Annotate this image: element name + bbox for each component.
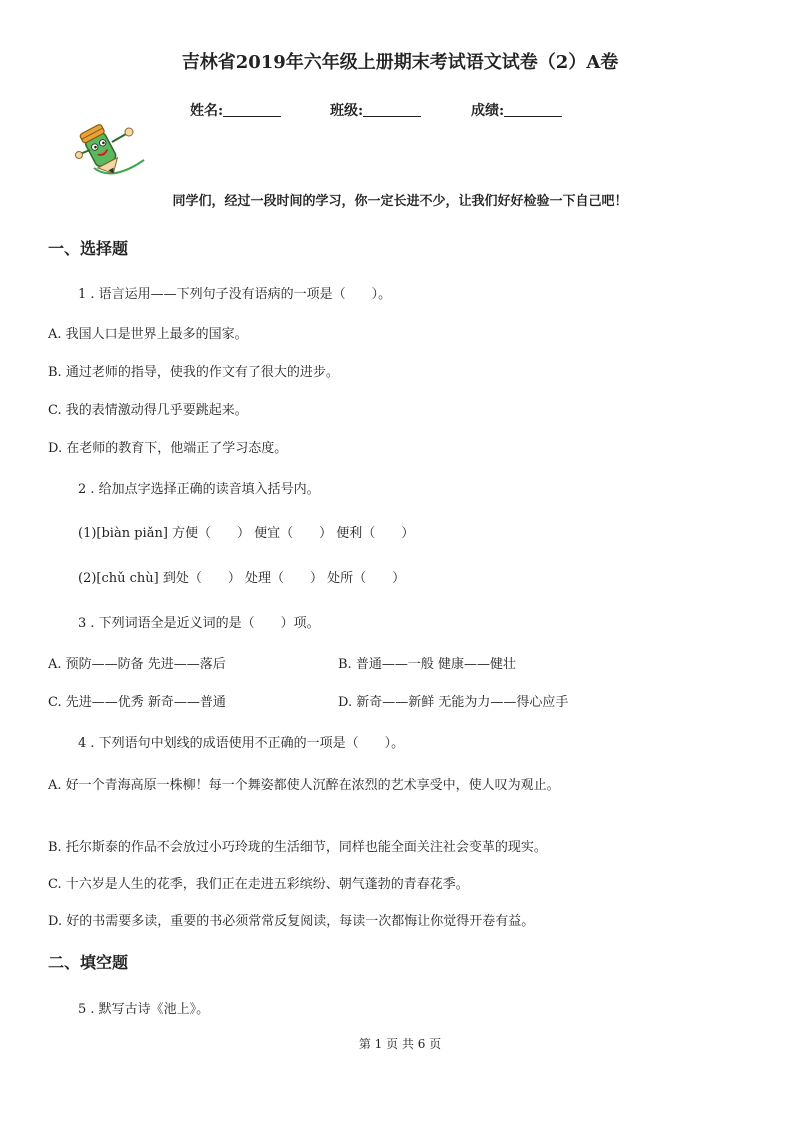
class-label: 班级: [330,103,364,119]
question-1-option-a: A. 我国人口是世界上最多的国家。 [48,327,248,342]
name-label: 姓名: [190,103,224,119]
question-3-stem: 3 . 下列词语全是近义词的是（ ）项。 [78,616,320,631]
score-field [471,100,562,120]
page-footer: 第 1 页 共 6 页 [358,1037,442,1051]
question-5-stem: 5 . 默写古诗《池上》。 [78,1002,210,1017]
question-1-stem: 1 . 语言运用——下列句子没有语病的一项是（ ）。 [78,287,392,302]
question-3-option-d: D. 新奇——新鲜 无能为力——得心应手 [338,695,569,710]
question-1-option-b: B. 通过老师的指导，使我的作文有了很大的进步。 [48,365,339,380]
question-4-option-a: A. 好一个青海高原一株柳！每一个舞姿都使人沉醉在浓烈的艺术享受中，使人叹为观止。 [48,778,560,793]
question-2-line-2: (2)[chǔ chù] 到处（ ） 处理（ ） 处所（ ） [78,571,406,586]
question-4-option-b: B. 托尔斯泰的作品不会放过小巧玲珑的生活细节，同样也能全面关注社会变革的现实。 [48,840,547,855]
section-heading-choice: 一、选择题 [48,239,129,258]
exam-title: 吉林省2019年六年级上册期末考试语文试卷（2）A卷 [181,52,619,73]
question-1-option-c: C. 我的表情激动得几乎要跳起来。 [48,403,248,418]
name-blank-line [223,102,281,117]
question-2-line-1: (1)[biàn piǎn] 方便（ ） 便宜（ ） 便利（ ） [78,526,415,541]
name-field [190,100,281,120]
question-4-option-c: C. 十六岁是人生的花季，我们正在走进五彩缤纷、朝气蓬勃的青春花季。 [48,877,469,892]
class-field [330,100,421,120]
question-3-option-b: B. 普通——一般 健康——健壮 [338,657,516,672]
cartoon-pencil-mascot-icon [72,120,148,180]
class-blank-line [363,102,421,117]
score-label: 成绩: [471,103,505,119]
question-4-option-d: D. 好的书需要多读，重要的书必须常常反复阅读，每读一次都悔让你觉得开卷有益。 [48,914,535,929]
question-4-stem: 4 . 下列语句中划线的成语使用不正确的一项是（ ）。 [78,736,405,751]
section-heading-fill-blank: 二、填空题 [48,953,129,972]
question-3-option-c: C. 先进——优秀 新奇——普通 [48,695,226,710]
question-3-option-a: A. 预防——防备 先进——落后 [48,657,226,672]
question-1-option-d: D. 在老师的教育下，他端正了学习态度。 [48,441,288,456]
greeting-text: 同学们，经过一段时间的学习，你一定长进不少，让我们好好检验一下自己吧！ [172,194,628,209]
score-blank-line [504,102,562,117]
question-2-stem: 2 . 给加点字选择正确的读音填入括号内。 [78,482,320,497]
